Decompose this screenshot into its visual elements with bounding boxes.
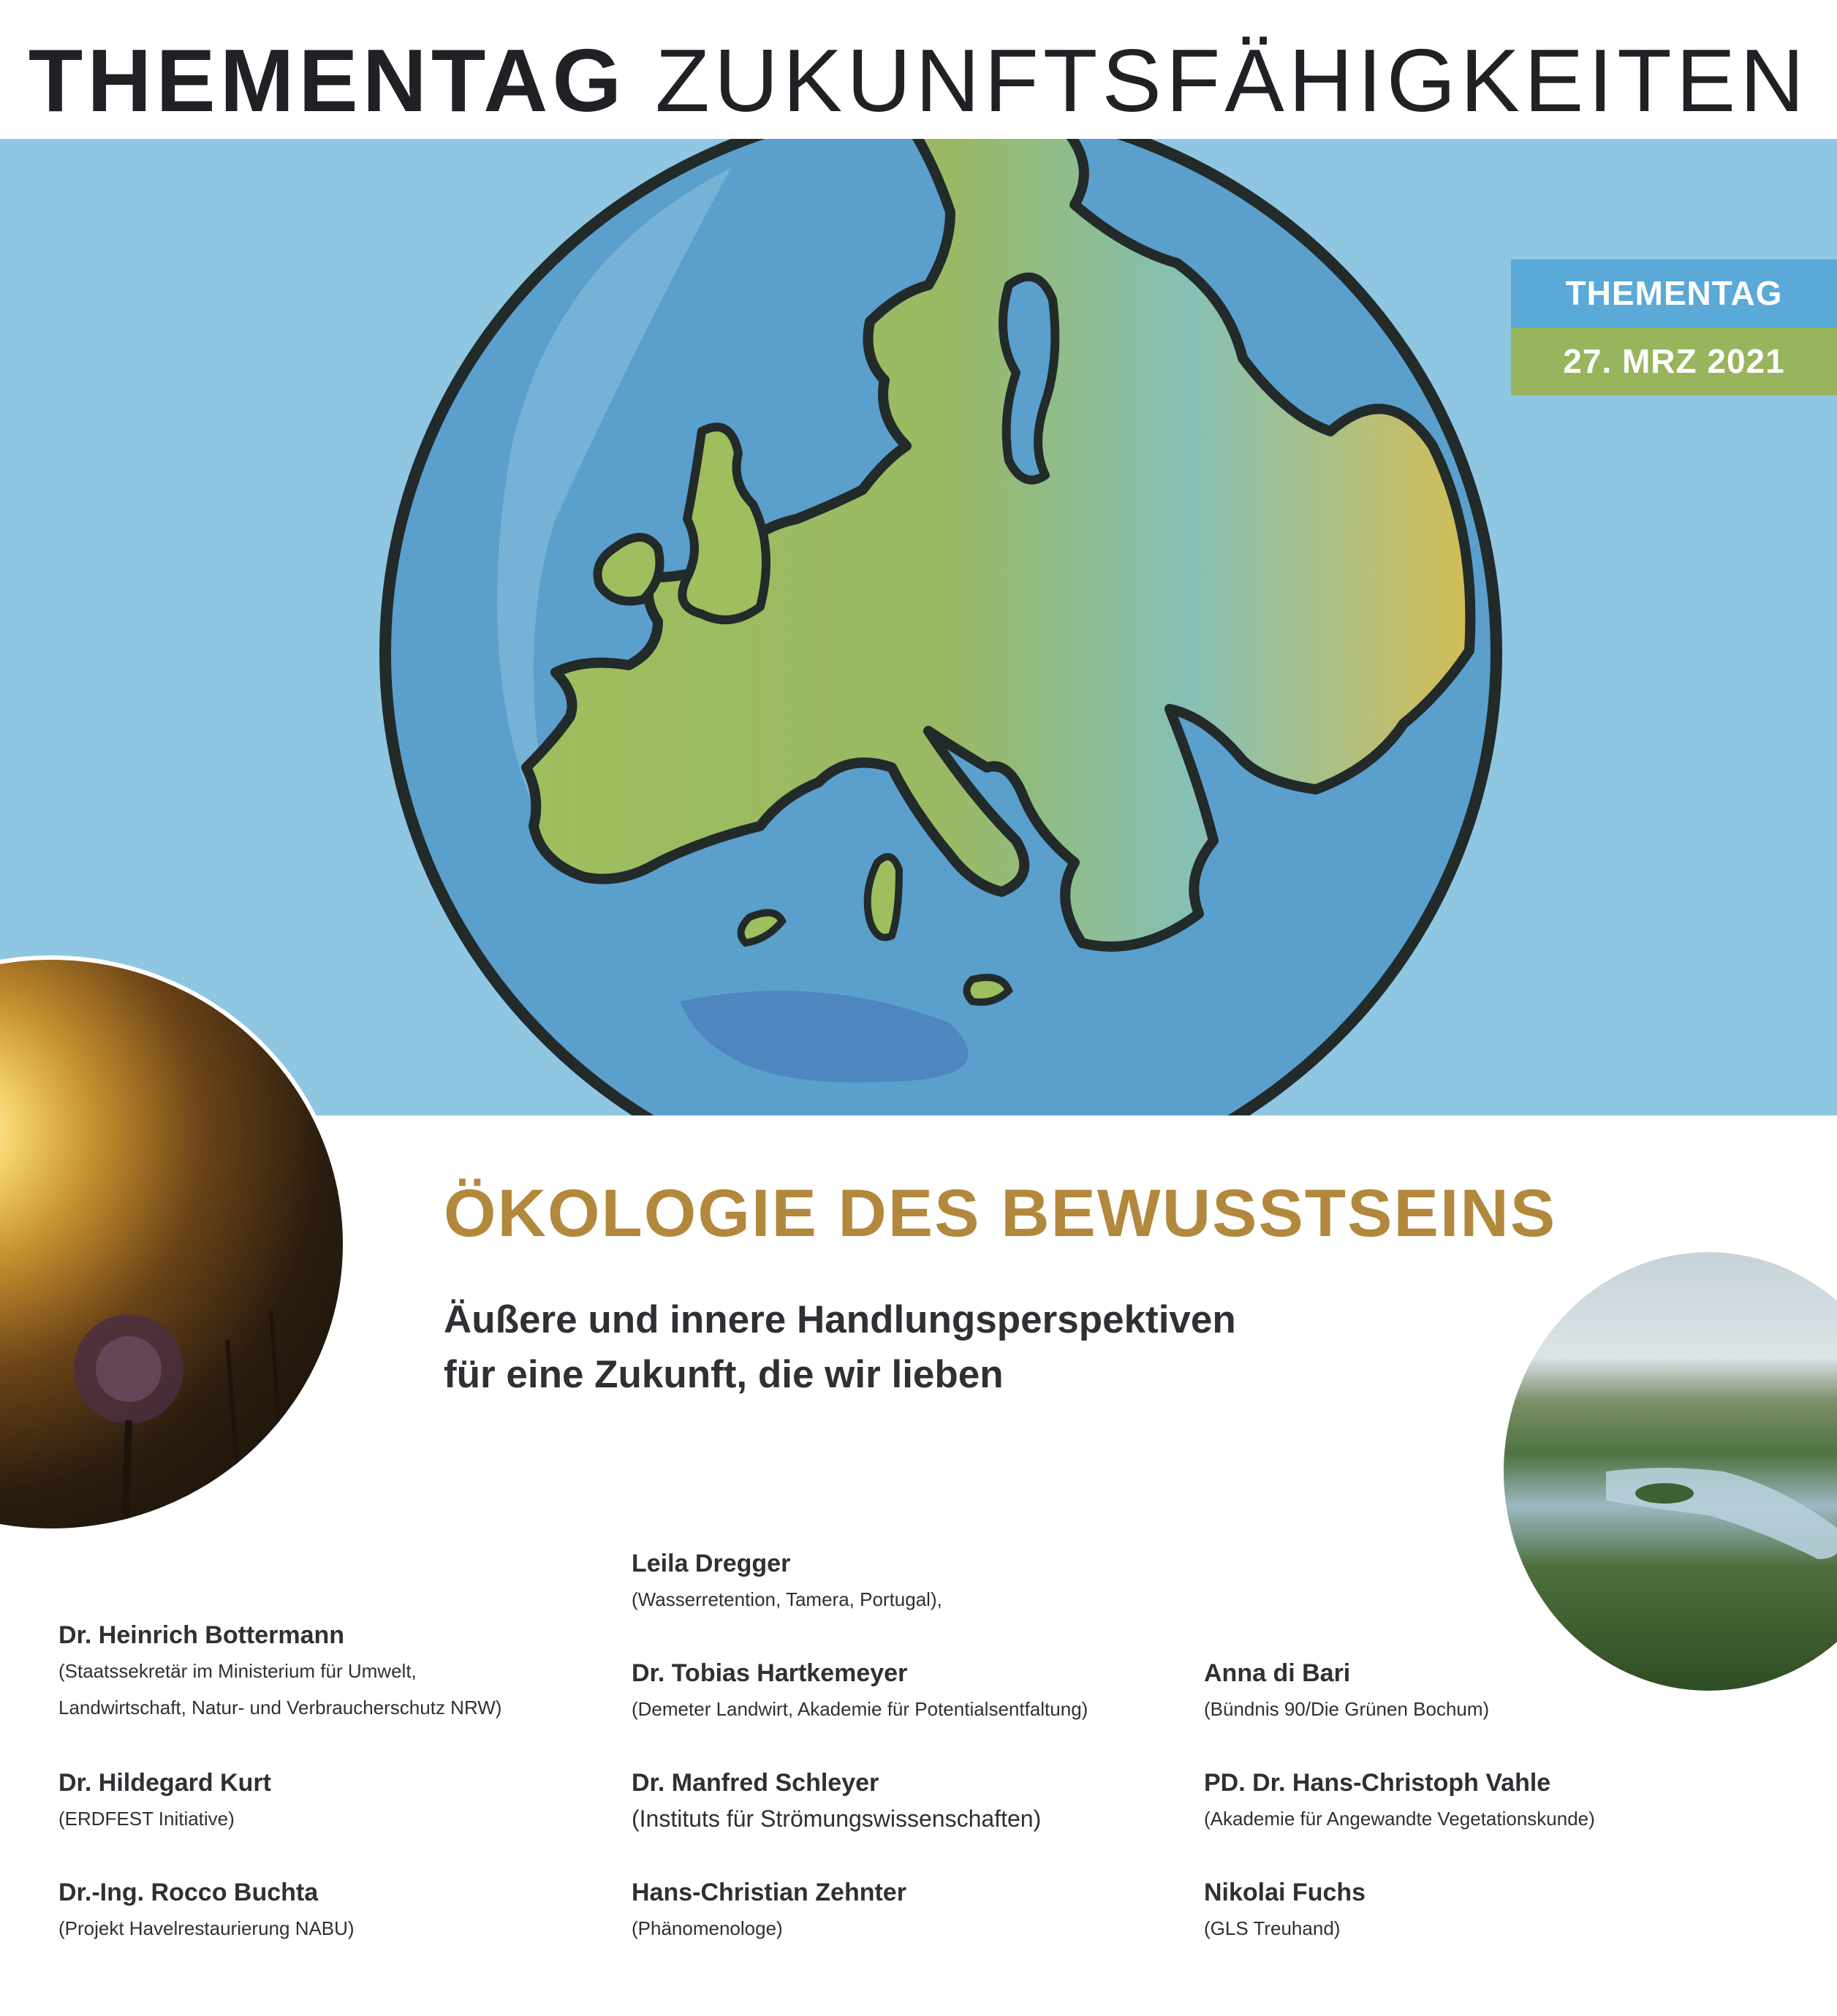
speaker-schleyer <box>632 1765 1187 1837</box>
speaker-buchta <box>58 1875 614 1947</box>
subtitle <box>444 1292 1540 1402</box>
page-title-bold: THEMENTAG <box>28 31 626 130</box>
subtitle-line-2: für eine Zukunft, die wir lieben <box>444 1353 1004 1396</box>
page-title-light: ZUKUNFTSFÄHIGKEITEN <box>655 31 1809 130</box>
main-title: ÖKOLOGIE DES BEWUSSTSEINS <box>444 1176 1557 1251</box>
speaker-bottermann <box>58 1618 614 1726</box>
speaker-di-bari <box>1204 1656 1760 1727</box>
river-landscape-photo <box>1504 1252 1837 1691</box>
speaker-affiliation: (Akademie für Angewandte Vegetationskunde) <box>1204 1808 1595 1830</box>
speaker-name: Dr. Manfred Schleyer <box>632 1769 879 1797</box>
speaker-name: Dr. Hildegard Kurt <box>58 1769 271 1797</box>
event-date: 27. MRZ 2021 <box>1511 327 1837 395</box>
river-icon <box>1504 1252 1837 1691</box>
speaker-affiliation: (Instituts für Strömungswissenschaften) <box>632 1805 1042 1832</box>
speaker-name: Leila Dregger <box>632 1550 791 1577</box>
speaker-name: Hans-Christian Zehnter <box>632 1879 906 1906</box>
speaker-zehnter <box>632 1875 1187 1947</box>
speaker-affiliation: (GLS Treuhand) <box>1204 1917 1341 1939</box>
subtitle-line-1: Äußere und innere Handlungsperspektiven <box>444 1298 1236 1341</box>
speaker-name: Dr. Heinrich Bottermann <box>58 1621 345 1649</box>
speaker-affiliation: (Wasserretention, Tamera, Portugal), <box>632 1588 942 1610</box>
speaker-name: Nikolai Fuchs <box>1204 1879 1366 1906</box>
speaker-affiliation: (Demeter Landwirt, Akademie für Potentialsentfaltung) <box>632 1698 1088 1720</box>
speaker-affiliation: (ERDFEST Initiative) <box>58 1808 235 1830</box>
speaker-dregger <box>632 1546 1187 1618</box>
speaker-affiliation: (Projekt Havelrestaurierung NABU) <box>58 1917 355 1939</box>
speaker-name: PD. Dr. Hans-Christoph Vahle <box>1204 1769 1551 1797</box>
speaker-fuchs <box>1204 1875 1760 1947</box>
speaker-name: Dr. Tobias Hartkemeyer <box>632 1659 908 1687</box>
speaker-affiliation: (Phänomenologe) <box>632 1917 783 1939</box>
speaker-hartkemeyer <box>632 1656 1187 1727</box>
speaker-name: Anna di Bari <box>1204 1659 1351 1687</box>
speaker-kurt <box>58 1765 614 1837</box>
speaker-affiliation: (Bündnis 90/Die Grünen Bochum) <box>1204 1698 1490 1720</box>
speaker-vahle <box>1204 1765 1760 1837</box>
speaker-name: Dr.-Ing. Rocco Buchta <box>58 1879 319 1906</box>
event-label: THEMENTAG <box>1511 259 1837 327</box>
event-date-badge <box>1511 259 1837 395</box>
speaker-affiliation: (Staatssekretär im Ministerium für Umwelt, Landwirtschaft, Natur- und Verbraucherschutz NRW) <box>58 1660 502 1718</box>
page-title <box>0 29 1837 132</box>
